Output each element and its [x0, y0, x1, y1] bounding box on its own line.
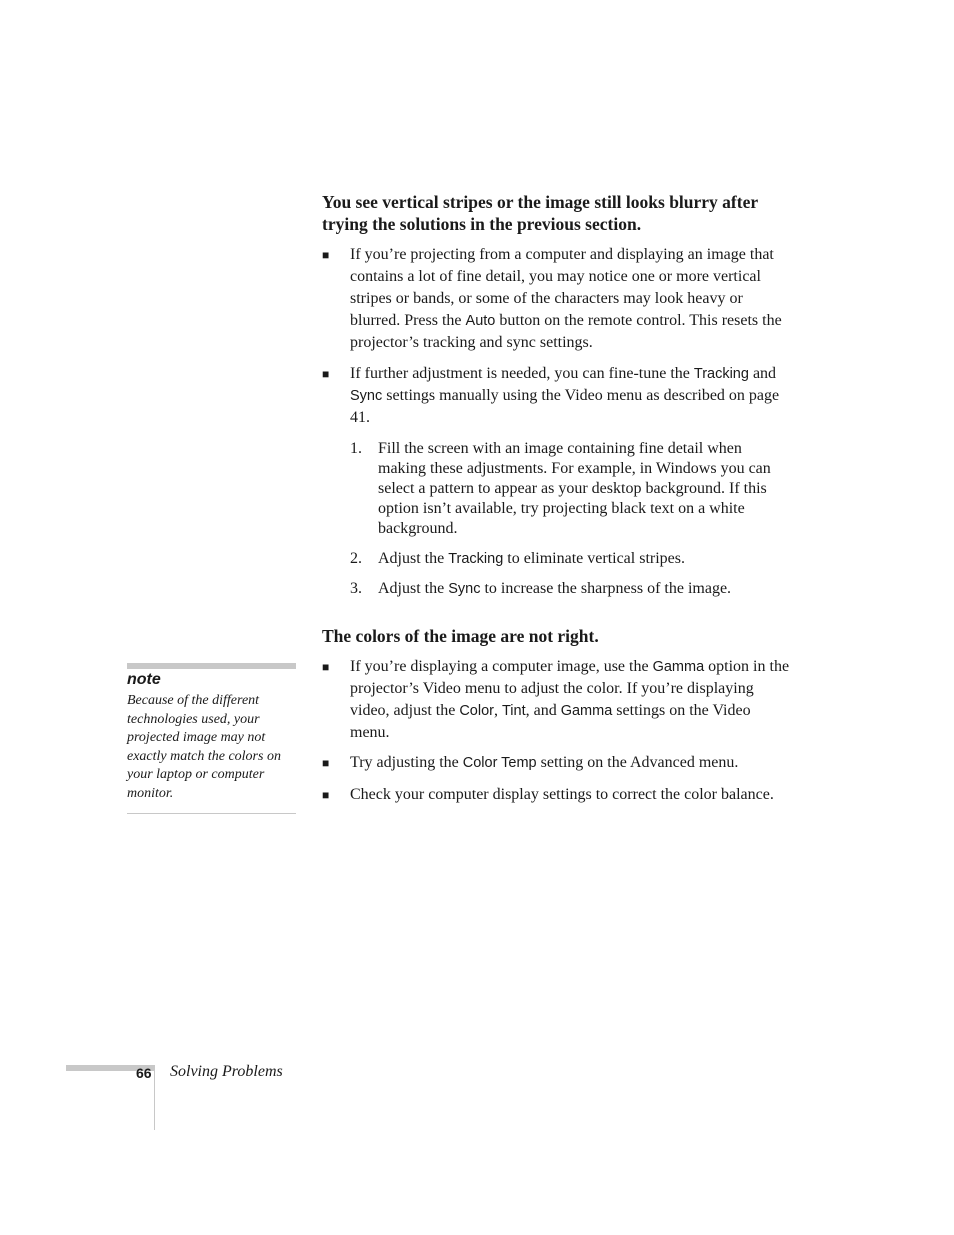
list-item-text: Try adjusting the Color Temp setting on the Advanced menu.	[350, 754, 739, 771]
button-name-auto: Auto	[465, 313, 496, 329]
bullet-mark: ■	[322, 367, 330, 381]
list-item	[322, 363, 792, 429]
step-text: Adjust the Tracking to eliminate vertical stripes.	[378, 550, 685, 567]
note-body: Because of the different technologies used, your projected image may not exactly match the colors on your laptop or computer monitor.	[127, 693, 281, 801]
footer-section-title: Solving Problems	[170, 1063, 283, 1080]
setting-name-sync: Sync	[448, 581, 481, 597]
list-item-text: If further adjustment is needed, you can fine-tune the Tracking and Sync settings manually using the Video menu as described on page 41.	[350, 365, 780, 426]
setting-name-sync: Sync	[350, 388, 383, 404]
setting-name-color-temp: Color Temp	[462, 755, 537, 771]
setting-name-gamma: Gamma	[652, 659, 705, 675]
numbered-step	[350, 439, 790, 539]
list-item-text: Check your computer display settings to correct the color balance.	[350, 786, 774, 803]
list-item	[322, 244, 792, 354]
section-heading-vertical-stripes: You see vertical stripes or the image still looks blurry after trying the solutions in the previous section.	[322, 192, 758, 234]
note-top-rule	[127, 663, 296, 669]
note-title: note	[127, 671, 161, 688]
setting-name-tracking: Tracking	[693, 366, 749, 382]
list-item-text: If you’re displaying a computer image, use the Gamma option in the projector’s Video menu to adjust the color. If you’re displaying video, adjust the Color, Tint, and Gamma settings on the Video menu.	[350, 658, 790, 741]
bullet-mark: ■	[322, 756, 330, 770]
step-number: 3.	[350, 580, 362, 597]
step-number: 1.	[350, 440, 362, 457]
footer-divider	[154, 1065, 155, 1130]
bullet-mark: ■	[322, 788, 330, 802]
list-item-text: If you’re projecting from a computer and displaying an image that contains a lot of fine detail, you may notice one or more vertical stripes or bands, or some of the characters may look heavy or blurred. Press the Auto button on the remote control. This resets the projector’s tracking and sync settings.	[350, 246, 782, 351]
page-number: 66	[136, 1065, 152, 1081]
setting-name-tracking: Tracking	[448, 551, 504, 567]
step-text: Fill the screen with an image containing fine detail when making these adjustments. For example, in Windows you can select a pattern to appear as your desktop background. If this option isn’t available, try projecting black text on a white background.	[378, 440, 771, 537]
setting-name-tint: Tint	[501, 703, 526, 719]
step-text: Adjust the Sync to increase the sharpness of the image.	[378, 580, 732, 597]
note-bottom-rule	[127, 813, 296, 814]
section-heading-colors: The colors of the image are not right.	[322, 626, 599, 646]
list-item	[322, 752, 792, 774]
setting-name-color: Color	[459, 703, 494, 719]
numbered-step	[350, 579, 790, 599]
step-number: 2.	[350, 550, 362, 567]
setting-name-gamma: Gamma	[560, 703, 613, 719]
list-item	[322, 784, 792, 806]
numbered-step	[350, 549, 790, 569]
bullet-mark: ■	[322, 248, 330, 262]
list-item	[322, 656, 792, 744]
bullet-mark: ■	[322, 660, 330, 674]
